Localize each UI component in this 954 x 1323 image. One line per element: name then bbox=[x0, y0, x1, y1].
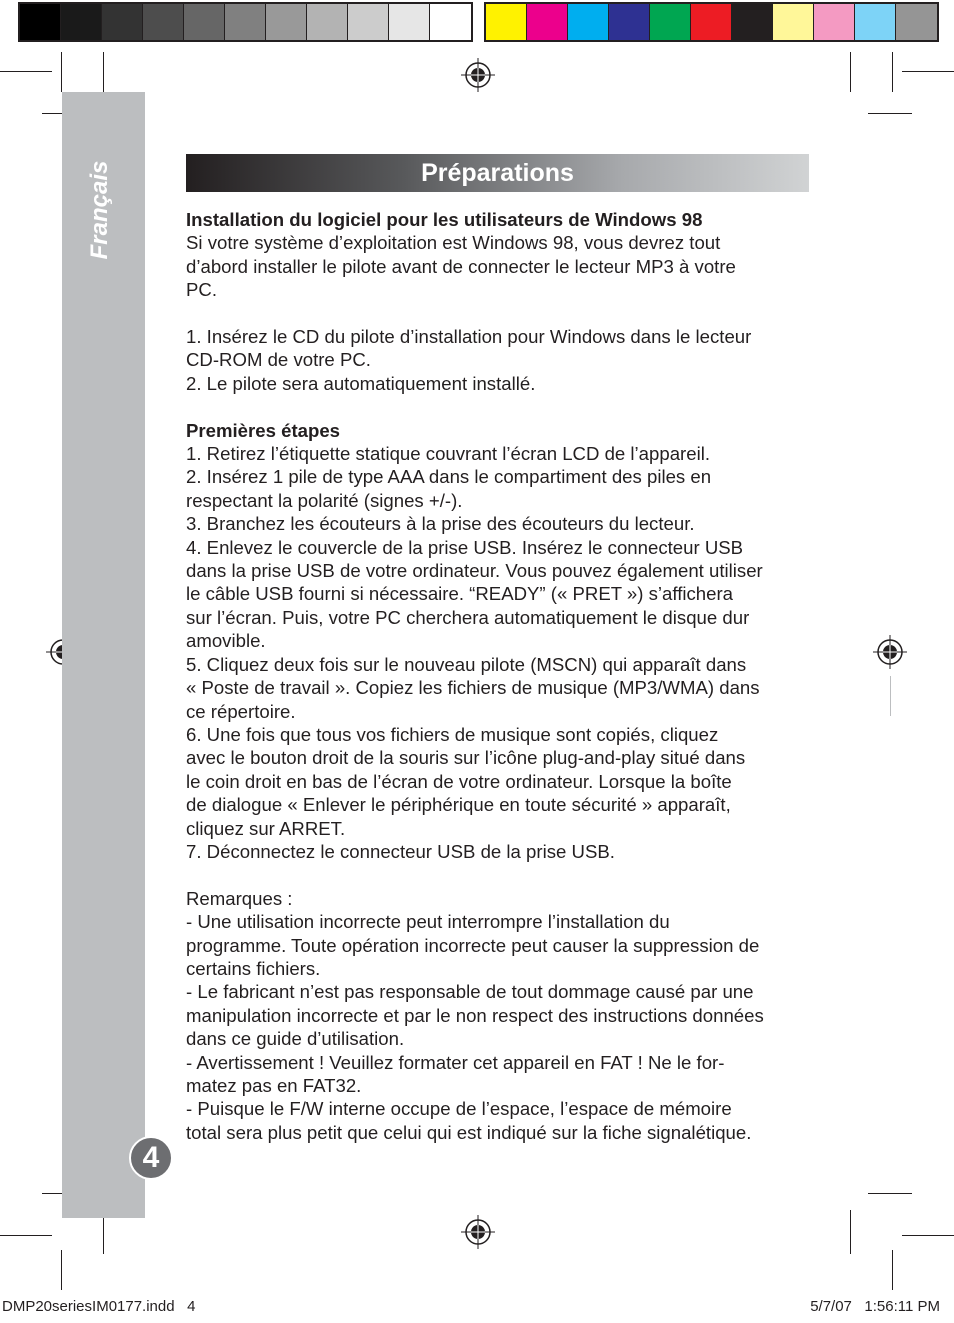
color-swatch bbox=[650, 4, 691, 40]
crop-mark bbox=[61, 1250, 62, 1290]
color-swatch bbox=[184, 4, 225, 40]
grayscale-color-bar bbox=[18, 2, 473, 42]
color-swatch bbox=[691, 4, 732, 40]
text-line: CD-ROM de votre PC. bbox=[186, 349, 371, 371]
color-swatch bbox=[20, 4, 61, 40]
color-swatch bbox=[389, 4, 430, 40]
text-line: certains fichiers. bbox=[186, 957, 321, 979]
text-line: programme. Toute opération incorrecte peut causer la suppression de bbox=[186, 934, 760, 956]
text-line: dans ce guide d’utilisation. bbox=[186, 1028, 405, 1050]
text-line: 6. Une fois que tous vos fichiers de musique sont copiés, cliquez bbox=[186, 723, 719, 745]
text-line: 5. Cliquez deux fois sur le nouveau pilote (MSCN) qui apparaît dans bbox=[186, 653, 747, 675]
color-swatch bbox=[225, 4, 266, 40]
crop-mark bbox=[902, 71, 954, 72]
crop-mark bbox=[103, 52, 104, 92]
text-line: dans la prise USB de votre ordinateur. Vous pouvez également utiliser bbox=[186, 560, 763, 582]
text-line: sur l’écran. Puis, votre PC cherchera automatiquement le disque dur bbox=[186, 606, 750, 628]
color-swatch bbox=[102, 4, 143, 40]
color-swatch bbox=[61, 4, 102, 40]
text-line: d’abord installer le pilote avant de connecter le lecteur MP3 à votre bbox=[186, 255, 736, 277]
color-swatch bbox=[814, 4, 855, 40]
date-slug: 5/7/07 1:56:11 PM bbox=[810, 1298, 940, 1315]
crop-mark bbox=[850, 1210, 851, 1254]
text-line: - Avertissement ! Veuillez formater cet appareil en FAT ! Ne le for- bbox=[186, 1051, 725, 1073]
text-line: amovible. bbox=[186, 630, 266, 652]
text-line: 4. Enlevez le couvercle de la prise USB. Insérez le connecteur USB bbox=[186, 536, 744, 558]
text-line: de dialogue « Enlever le périphérique en toute sécurité » apparaît, bbox=[186, 794, 731, 816]
crop-mark bbox=[892, 1250, 893, 1290]
margin-tick bbox=[890, 676, 891, 716]
text-line: le coin droit en bas de l’écran de votre ordinateur. Lorsque la boîte bbox=[186, 770, 732, 792]
text-line: 7. Déconnectez le connecteur USB de la prise USB. bbox=[186, 840, 615, 862]
registration-mark-icon bbox=[873, 635, 907, 669]
crop-mark bbox=[850, 52, 851, 92]
process-color-bar bbox=[484, 2, 939, 42]
crop-mark bbox=[892, 52, 893, 92]
color-swatch bbox=[430, 4, 471, 40]
section-heading: Installation du logiciel pour les utilisateurs de Windows 98 bbox=[186, 209, 703, 230]
text-line: ce répertoire. bbox=[186, 700, 296, 722]
crop-mark bbox=[868, 113, 912, 114]
page-number: 4 bbox=[129, 1136, 173, 1180]
color-swatch bbox=[732, 4, 773, 40]
text-line: « Poste de travail ». Copiez les fichiers de musique (MP3/WMA) dans bbox=[186, 677, 760, 699]
text-line: - Puisque le F/W interne occupe de l’espace, l’espace de mémoire bbox=[186, 1098, 732, 1120]
crop-mark bbox=[902, 1235, 954, 1236]
document-body bbox=[186, 208, 811, 1144]
text-line: 2. Insérez 1 pile de type AAA dans le compartiment des piles en bbox=[186, 466, 712, 488]
color-swatch bbox=[568, 4, 609, 40]
text-line: Remarques : bbox=[186, 887, 293, 909]
text-line: respectant la polarité (signes +/-). bbox=[186, 489, 463, 511]
crop-mark bbox=[868, 1193, 912, 1194]
text-line: 2. Le pilote sera automatiquement installé. bbox=[186, 372, 536, 394]
file-slug: DMP20seriesIM0177.indd 4 bbox=[2, 1298, 196, 1315]
text-line: total sera plus petit que celui qui est indiqué sur la fiche signalétique. bbox=[186, 1121, 752, 1143]
text-line: matez pas en FAT32. bbox=[186, 1074, 362, 1096]
color-swatch bbox=[307, 4, 348, 40]
crop-mark bbox=[0, 71, 52, 72]
text-line: Si votre système d’exploitation est Windows 98, vous devrez tout bbox=[186, 232, 721, 254]
page-title: Préparations bbox=[421, 159, 574, 187]
color-swatch bbox=[348, 4, 389, 40]
section-heading: Premières étapes bbox=[186, 419, 341, 441]
text-line: cliquez sur ARRET. bbox=[186, 817, 346, 839]
text-line: avec le bouton droit de la souris sur l’icône plug-and-play situé dans bbox=[186, 747, 746, 769]
registration-mark-icon bbox=[461, 58, 495, 92]
text-line: manipulation incorrecte et par le non respect des instructions données bbox=[186, 1004, 764, 1026]
crop-mark bbox=[61, 52, 62, 92]
text-line: 1. Insérez le CD du pilote d’installation pour Windows dans le lecteur bbox=[186, 326, 752, 348]
color-swatch bbox=[609, 4, 650, 40]
color-swatch bbox=[266, 4, 307, 40]
section-title-bar bbox=[186, 154, 809, 192]
color-swatch bbox=[773, 4, 814, 40]
color-swatch bbox=[855, 4, 896, 40]
text-line: PC. bbox=[186, 279, 217, 301]
text-line: le câble USB fourni si nécessaire. “READY” (« PRET ») s’affichera bbox=[186, 583, 734, 605]
color-swatch bbox=[527, 4, 568, 40]
color-swatch bbox=[896, 4, 937, 40]
color-swatch bbox=[143, 4, 184, 40]
language-sidebar bbox=[62, 92, 145, 1218]
language-label: Français bbox=[86, 160, 113, 260]
color-swatch bbox=[486, 4, 527, 40]
crop-mark bbox=[0, 1235, 52, 1236]
text-line: - Le fabricant n’est pas responsable de tout dommage causé par une bbox=[186, 981, 754, 1003]
text-line: - Une utilisation incorrecte peut interrompre l’installation du bbox=[186, 911, 670, 933]
text-line: 1. Retirez l’étiquette statique couvrant l’écran LCD de l’appareil. bbox=[186, 443, 711, 465]
registration-mark-icon bbox=[461, 1215, 495, 1249]
text-line: 3. Branchez les écouteurs à la prise des écouteurs du lecteur. bbox=[186, 513, 695, 535]
